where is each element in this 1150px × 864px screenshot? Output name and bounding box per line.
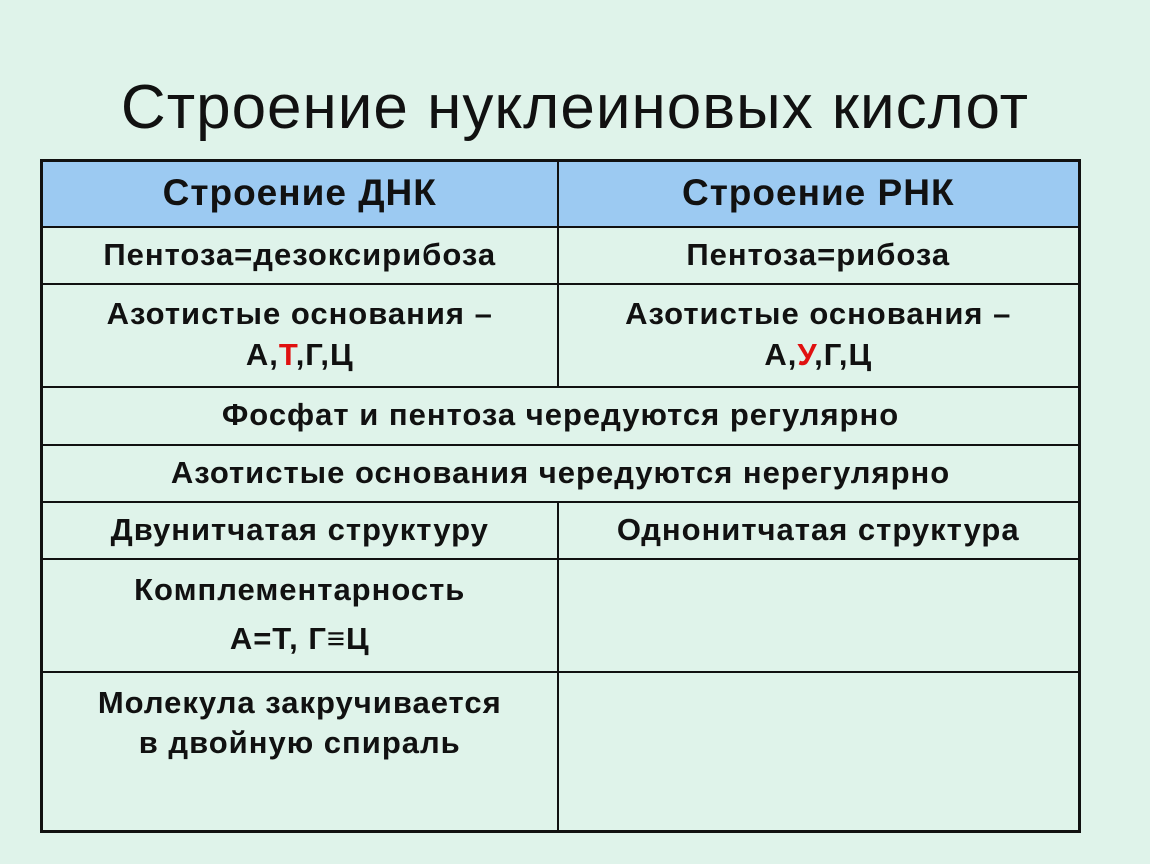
strands-dna: Двунитчатая структуру (42, 502, 558, 559)
bases-dna-list (49, 335, 551, 376)
complementarity-pairs: А=Т, Г≡Ц (229, 621, 370, 656)
base-a-g-c: А, (245, 337, 279, 372)
header-dna: Строение ДНК (42, 161, 558, 227)
phosphate-pentose-row: Фосфат и пентоза чередуются регулярно (42, 387, 1080, 445)
complementarity-rna (558, 559, 1080, 672)
table-row (42, 445, 1080, 502)
base-a-g-c: А, (764, 337, 798, 372)
strands-rna: Однонитчатая структура (558, 502, 1080, 559)
table-header-row (42, 161, 1080, 227)
table-row (42, 284, 1080, 387)
helix-dna (42, 672, 558, 832)
base-uracil: У (797, 337, 815, 372)
table-row (42, 559, 1080, 672)
complementarity-label: Комплементарность (134, 572, 466, 608)
pentose-rna: Пентоза=рибоза (558, 227, 1080, 284)
nitrogen-bases-row: Азотистые основания чередуются нерегулярно (42, 445, 1080, 502)
bases-rna-list (565, 335, 1073, 376)
helix-line-1: Молекула закручивается (97, 684, 502, 720)
table-row (42, 672, 1080, 832)
base-rest: ,Г,Ц (814, 337, 873, 372)
header-rna: Строение РНК (558, 161, 1080, 227)
helix-rna (558, 672, 1080, 832)
table-row (42, 227, 1080, 284)
bases-dna-label: Азотистые основания – (106, 296, 493, 332)
table-row (42, 387, 1080, 445)
bases-dna (42, 284, 558, 387)
page-title: Строение нуклеиновых кислот (120, 73, 1030, 142)
base-rest: ,Г,Ц (295, 337, 354, 372)
bases-rna (558, 284, 1080, 387)
helix-line-2: в двойную спираль (138, 725, 461, 761)
complementarity-dna (42, 559, 558, 672)
table-row (42, 502, 1080, 559)
base-thymine: Т (278, 337, 296, 372)
pentose-dna: Пентоза=дезоксирибоза (42, 227, 558, 284)
comparison-table (40, 159, 1081, 833)
bases-rna-label: Азотистые основания – (625, 296, 1012, 332)
